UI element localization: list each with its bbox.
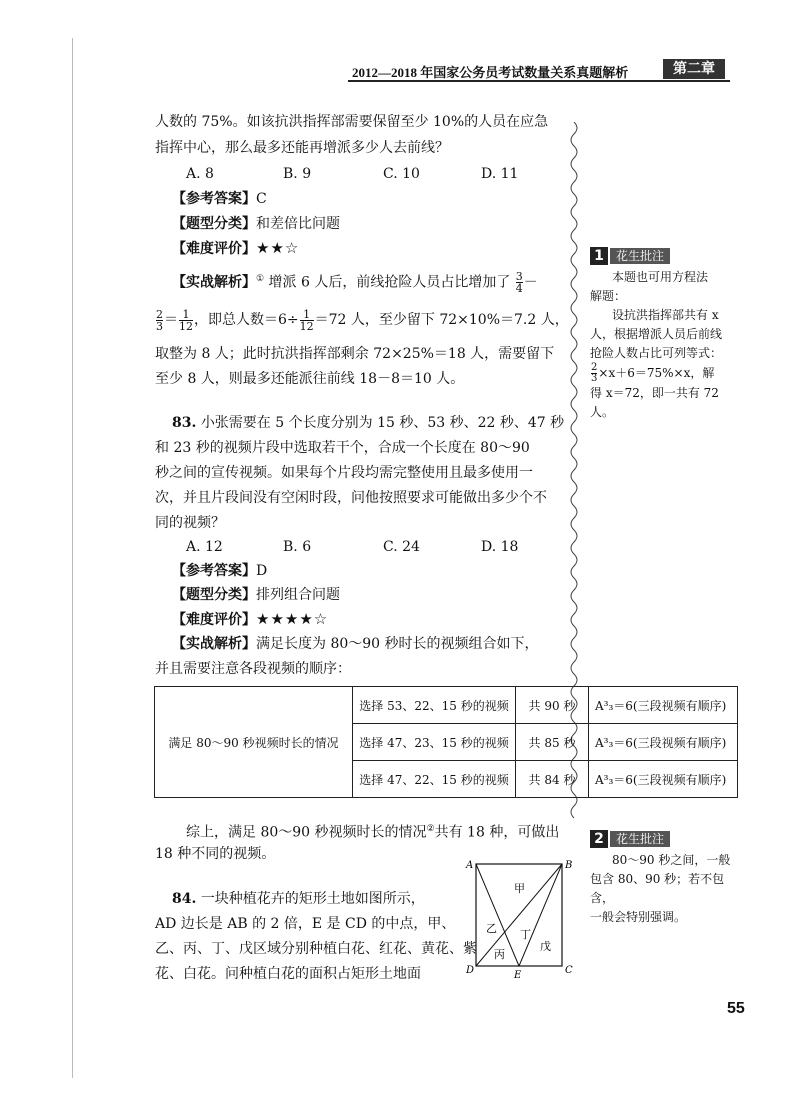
table-cell-perm: A³₃＝6(三段视频有顺序) [589,724,738,761]
rating-label: 【难度评价】 [172,241,256,257]
vertex-a: A [466,860,474,871]
answer-label: 【参考答案】 [172,191,256,207]
answer-value: C [256,191,267,207]
q84-text-line-4: 花、白花。问种植白花的面积占矩形土地面 [155,966,421,982]
vertex-b: B [565,860,573,871]
q83-option-b: B. 6 [283,539,312,555]
note-label: 花生批注 [610,248,670,264]
analysis-label: 【实战解析】 [172,274,256,291]
type-value: 和差倍比问题 [256,216,340,232]
q84-text-line-2: AD 边长是 AB 的 2 倍，E 是 CD 的中点，甲、 [155,916,456,932]
table-row [155,687,738,724]
q83-option-d: D. 18 [481,539,519,555]
answer-value: D [256,563,268,579]
q83-text-line-5: 同的视频？ [155,515,225,531]
analysis-text: ，即总人数＝6÷ [194,312,299,328]
q83-text-line-1: 83. 小张需要在 5 个长度分别为 15 秒、53 秒、22 秒、47 秒 [172,415,565,431]
q83-answer-row [172,559,267,583]
side-note-1-badge [590,247,678,265]
table-cell-perm: A³₃＝6(三段视频有顺序) [589,761,738,798]
q84-number: 84. [172,891,197,907]
table-cell-perm: A³₃＝6(三段视频有顺序) [589,687,738,724]
note-ref-2: ② [426,824,435,834]
type-label: 【题型分类】 [172,587,256,603]
table-cell-total: 共 85 秒 [516,724,589,761]
q83-conclusion-line-2: 18 种不同的视频。 [155,846,276,862]
q83-rating-row [172,607,328,632]
rectangle-figure [464,856,576,984]
answer-label: 【参考答案】 [172,563,256,579]
q82-option-d: D. 11 [481,166,519,182]
side-note-1: 本题也可用方程法 解题： 设抗洪指挥部共有 x 人，根据增派人员后前线 抢险人数占比可列等式： $\frac{2}{3}$ ×x＋6＝75%×x，解 得 x＝72，即一共有 72 人。 [590,270,723,419]
region-jia: 甲 [514,882,525,895]
table-cell-total: 共 84 秒 [516,761,589,798]
page-number: 55 [727,1000,745,1017]
q83-number: 83. [172,415,197,431]
q82-text-line-2: 指挥中心，那么最多还能再增派多少人去前线？ [155,140,449,156]
q82-answer-row [172,187,267,211]
q82-type-row [172,212,340,236]
q82-analysis-line-2: $\frac{2}{3}$ ＝ $\frac{1}{12}$ ，即总人数＝6÷ $\frac{1}{12}$ ＝72 人，至少留下 72×10%＝7.2 人， [156,307,569,333]
analysis-text: 增派 6 人后，前线抢险人员占比增加了 [268,274,511,291]
table-row-header: 满足 80～90 秒视频时长的情况 [155,687,353,798]
fraction-1-12: $\frac{1}{12}$ [179,307,193,333]
rating-label: 【难度评价】 [172,612,256,628]
vertex-c: C [565,965,573,976]
table-cell-select: 选择 47、22、15 秒的视频 [353,761,516,798]
note-ref-1: ① [256,274,265,284]
q83-text-line-3: 秒之间的宣传视频。如果每个片段均需完整使用且最多使用一 [155,465,533,481]
analysis-text: 满足长度为 80～90 秒时长的视频组合如下， [256,636,539,652]
q83-text-line-4: 次，并且片段间没有空闲时段，问他按照要求可能做出多少个不 [155,490,547,506]
table-cell-select: 选择 47、23、15 秒的视频 [353,724,516,761]
note-fraction-2-3: $\frac{2}{3}$ [591,362,598,384]
q83-conclusion-line-1: 综上，满足 80～90 秒视频时长的情况②共有 18 种，可做出 [186,824,560,841]
region-bing: 丙 [494,948,505,961]
q83-option-a: A. 12 [186,539,223,555]
region-yi: 乙 [486,922,497,935]
q82-text-line-1: 人数的 75%。如该抗洪指挥部需要保留至少 10%的人员在应急 [155,114,549,130]
q82-rating-row [172,236,299,261]
margin-line [72,38,73,1078]
running-header-title: 2012—2018 年国家公务员考试数量关系真题解析 [352,65,629,80]
note-label: 花生批注 [610,831,670,847]
q83-analysis-line-2: 并且需要注意各段视频的顺序： [155,661,351,677]
q82-option-b: B. 9 [283,166,312,182]
fraction-3-4: $\frac{3}{4}$ [515,270,523,296]
vertex-d: D [466,965,475,976]
chapter-badge: 第二章 [663,59,725,79]
q82-option-c: C. 10 [383,166,420,182]
q82-analysis-line-4: 至少 8 人，则最多还能派往前线 18－8＝10 人。 [155,371,465,387]
table-cell-select: 选择 53、22、15 秒的视频 [353,687,516,724]
q84-text-line-3: 乙、丙、丁、戊区域分别种植白花、红花、黄花、紫 [155,941,477,957]
analysis-text: ＝72 人，至少留下 72×10%＝7.2 人， [314,312,569,328]
region-ding: 丁 [520,928,531,941]
side-note-2-badge [590,830,678,848]
note-number: 2 [590,830,608,848]
q83-text-line-2: 和 23 秒的视频片段中选取若干个，合成一个长度在 80～90 [155,440,530,456]
q82-analysis-line-3: 取整为 8 人；此时抗洪指挥部剩余 72×25%＝18 人，需要留下 [155,346,555,362]
header-rule [348,80,730,82]
q82-option-a: A. 8 [186,166,214,182]
q83-analysis-line-1 [172,632,539,656]
vertex-e: E [514,970,522,981]
table-cell-total: 共 90 秒 [516,687,589,724]
q82-analysis-line-1: 【实战解析】① 增派 6 人后，前线抢险人员占比增加了 $\frac{3}{4}$ － [172,270,538,296]
fraction-2-3: $\frac{2}{3}$ [156,307,163,333]
rating-stars: ★★★★☆ [256,610,329,628]
q83-type-row [172,583,340,607]
type-label: 【题型分类】 [172,216,256,232]
video-combination-table [154,686,738,798]
type-value: 排列组合问题 [256,587,340,603]
region-wu: 戊 [540,940,551,953]
rating-stars: ★★☆ [256,239,300,257]
q83-option-c: C. 24 [383,539,420,555]
note-number: 1 [590,247,608,265]
fraction-1-12-b: $\frac{1}{12}$ [299,307,314,333]
analysis-label: 【实战解析】 [172,636,256,652]
q84-text-line-1: 84. 一块种植花卉的矩形土地如图所示， [172,891,425,907]
side-note-2: 80～90 秒之间，一般 包含 80、90 秒；若不包含， 一般会特别强调。 [590,853,731,924]
